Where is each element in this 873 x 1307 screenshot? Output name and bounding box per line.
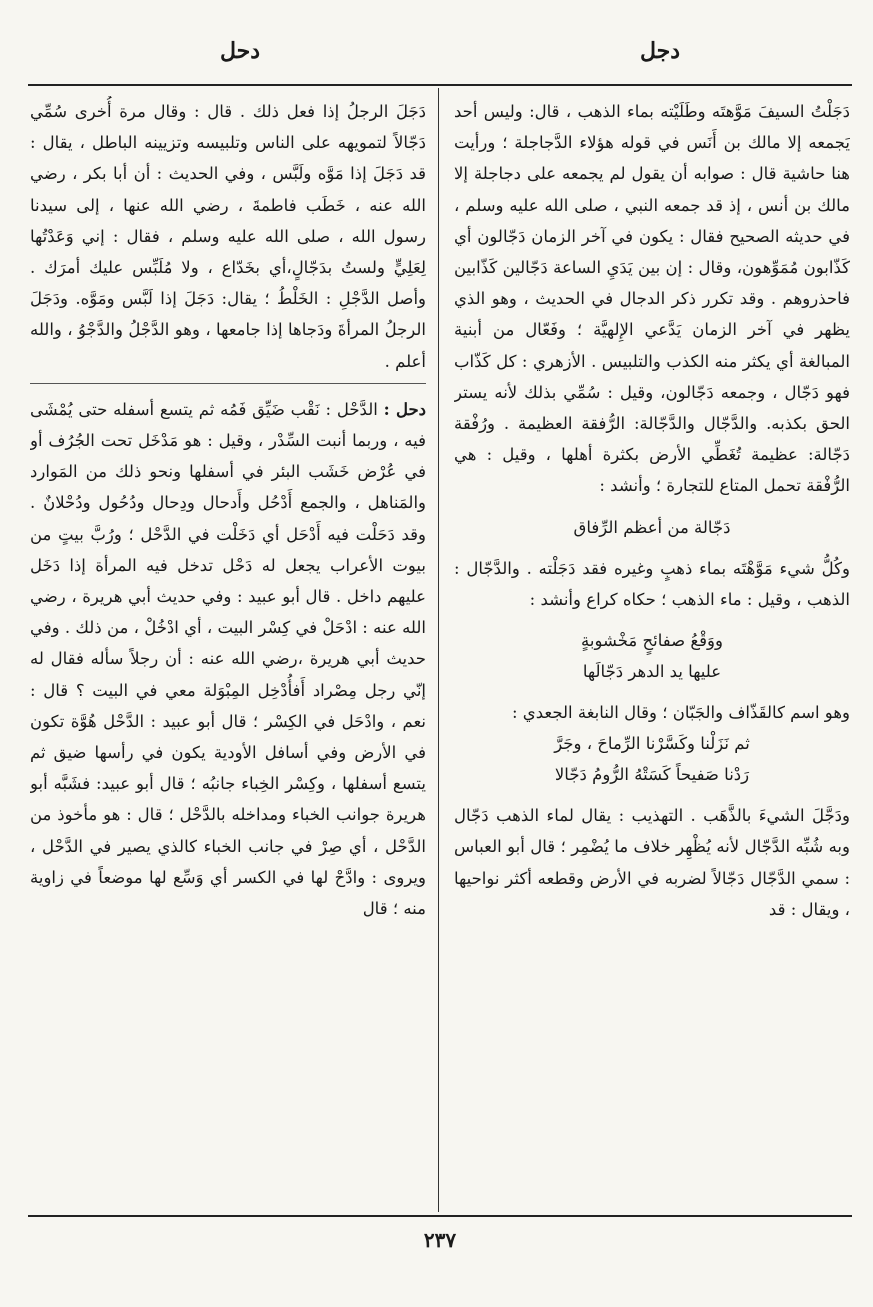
left-column bbox=[30, 96, 426, 1212]
entry-definition: الدَّحْل : نَقْب ضَيِّق فَمُه ثم يتسع أسفله حتى يُمْشَى فيه ، وربما أنبت السِّدْر ، وقيل : هو مَدْخَل تحت الجُرُف أو في عُرْض خَشَب البئر في أسفلها ونحو ذلك من المَوارد والمَناهل ، والجمع أَدْحُل وأَدحال ودِحال ودُحُول ودُحْلانٌ . وقد دَحَلْت فيه أَدْحَل أي دَخَلْت في الدَّحْل ؛ ورُبَّ بيتٍ من بيوت الأعراب يجعل له دَحْل تدخل فيه المرأة إذا دَخَل عليهم داخل . قال أبو عبيد : وفي حديث أبي هريرة ، رضي الله عنه : ادْحَلْ في كِسْر البيت ، أي ادْخُلْ ، من ذلك . وفي حديث أبي هريرة ،رضي الله عنه : أن رجلاً سأله فقال له إنّي رجل مِصْراد أَفأُدْخِل المِبْوَلة معي في البيت ؟ قال : نعم ، وادْحَل في الكِسْر ؛ قال أبو عبيد : الدَّحْل هُوَّة تكون في الأرض وفي أسافل الأودية يكون في رأسها ضيق ثم يتسع أسفلها ، وكِسْر الخِباء جانبُه ؛ قال أبو عبيد: فشَبَّه أبو هريرة جوانب الخباء ومداخله بالدَّحْل ؛ قال : هو مأخوذ من الدَّحْل ، أي صِرْ في جانب الخباء كالذي يصير في الدَّحْل ، ويروى : وادَّحْ لها في الكسر أي وَسِّع لها موضعاً في زاوية منه ؛ قال bbox=[30, 399, 426, 919]
left-paragraph-1: دَجَلَ الرجلُ إذا فعل ذلك . قال : وقال مرة أُخرى سُمِّي دَجّالاً لتمويهه على الناس وتلبيسه وتزيينه الباطل ، يقال : قد دَجَلَ إذا مَوَّه ولَبَّس ، وفي الحديث : أن أبا بكر ، رضي الله عنه ، خَطَب فاطمةَ ، رضي الله عنها ، إلى سيدنا رسول الله ، صلى الله عليه وسلم ، فقال : إني وَعَدْتُها لِعَلِيٍّ ولستُ بدَجّالٍ،أي بخَدّاع ، ولا مُلَبِّس عليك أمرَك . وأصل الدَّجْلِ : الخَلْطُ ؛ يقال: دَجَلَ إذا لَبَّس ومَوَّه. ودَجَلَ الرجلُ المرأةَ ودَجاها إذا جامعها ، وهو الدَّجْلُ والدَّجْوُ ، والله أعلم . bbox=[30, 102, 426, 371]
header-right-word: دجل bbox=[639, 38, 681, 64]
verse-1: دَجّالة من أعظم الرِّفاق bbox=[573, 517, 731, 537]
right-column bbox=[454, 96, 850, 1212]
bottom-rule bbox=[28, 1215, 852, 1217]
top-rule bbox=[28, 84, 852, 86]
page-number: ٢٣٧ bbox=[423, 1228, 457, 1252]
verse-3-line-1: ثم نَزَلْنا وكَسَّرْنا الرِّماحَ ، وجَرَّ bbox=[554, 734, 750, 754]
entry-headword: دحل : bbox=[383, 399, 426, 419]
right-paragraph-1: دَجَلْتُ السيفَ مَوَّهتَه وطَلَيْته بماء الذهب ، قال: وليس أحد يَجمعه إلا مالك بن أَنَس في قوله هؤلاء الدَّجاجلة ؛ ورأيت هنا حاشية قال : صوابه أن يقول لم يجمعه على دجاجلة إلا مالك بن أنس ، إذ قد جمعه النبي ، صلى الله عليه وسلم ، في حديثه الصحيح فقال : يكون في آخر الزمان دَجّالون أي كَذّابون مُمَوِّهون، وقال : إن بين يَدَيِ الساعة دَجّالين كَذّابين فاحذروهم . وقد تكرر ذكر الدجال في الحديث ، وهو الذي يظهر في آخر الزمان يَدَّعي الإِلهيَّة ؛ وفَعّال من أبنية المبالغة أي يكثر منه الكذب والتلبيس . الأزهري : كل كَذّاب فهو دَجّال ، وجمعه دَجّالون، وقيل : سُمِّي بذلك لأنه يستر الحق بكذبه. والدَّجّال والدَّجّالة: الرُّفقة العظيمة . ورُفْقة دَجّالة: عظيمة تُغَطِّي الأرض بكثرة أهلها ، وقيل : هي الرُّفْقة تحمل المتاع للتجارة ؛ وأنشد : bbox=[454, 102, 850, 496]
verse-2-line-1: ووَقْعُ صفائحٍ مَخْشوبةٍ bbox=[581, 631, 723, 651]
right-paragraph-4: ودَجَّلَ الشيءَ بالذَّهَب . التهذيب : يقال لماء الذهب دَجّال وبه شُبِّه الدَّجّال لأنه يُظْهِر خلاف ما يُضْمِر ؛ قال أبو العباس : سمي الدَّجّال دَجّالاً لضربه في الأرض وقطعه أكثر نواحيها ، ويقال : قد bbox=[454, 806, 850, 919]
right-paragraph-3: وهو اسم كالقَذّاف والجَبّان ؛ وقال النابغة الجعدي : bbox=[512, 703, 850, 723]
verse-3-line-2: رَدْنا صَفيحاً كَسَتْهُ الرُّومُ دَجّالا bbox=[554, 765, 750, 785]
left-paragraph-2 bbox=[30, 394, 426, 924]
entry-separator bbox=[30, 383, 426, 384]
right-paragraph-2: وكُلُّ شيء مَوَّهْتَه بماء ذهبٍ وغيره فقد دَجَلْته . والدَّجّال : الذهب ، وقيل : ماء الذهب ؛ حكاه كراع وأنشد : bbox=[454, 558, 850, 609]
verse-2-line-2: عليها يد الدهر دَجّالَها bbox=[582, 662, 722, 682]
header-left-word: دحل bbox=[219, 38, 261, 64]
column-divider bbox=[438, 88, 439, 1212]
